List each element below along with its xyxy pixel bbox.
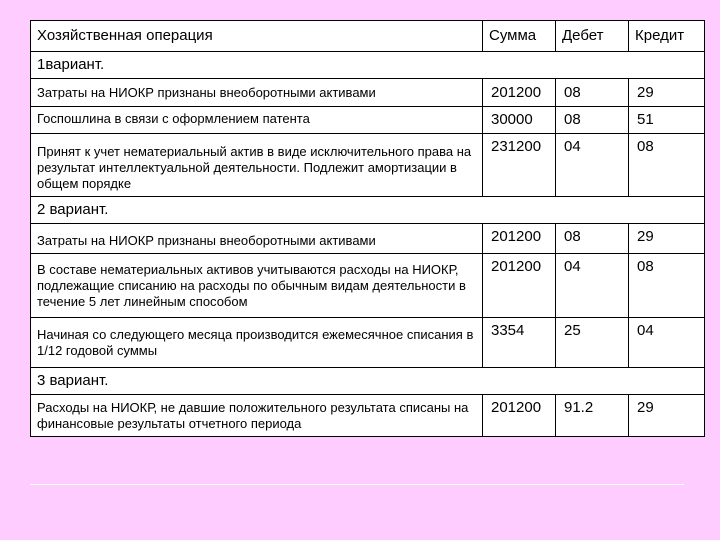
header-debit: Дебет xyxy=(556,21,629,52)
cell-operation: Расходы на НИОКР, не давшие положительного результата списаны на финансовые результаты отчетного периода xyxy=(31,395,483,437)
section-title: 3 вариант. xyxy=(31,368,705,395)
section-title: 1вариант. xyxy=(31,52,705,79)
table-row xyxy=(31,224,705,254)
section-row xyxy=(31,52,705,79)
cell-credit: 04 xyxy=(629,318,705,368)
section-row xyxy=(31,368,705,395)
header-credit: Кредит xyxy=(629,21,705,52)
cell-operation: Затраты на НИОКР признаны внеоборотными активами xyxy=(31,79,483,107)
table-header-row xyxy=(31,21,705,52)
header-operation: Хозяйственная операция xyxy=(31,21,483,52)
section-title: 2 вариант. xyxy=(31,197,705,224)
table-row xyxy=(31,107,705,134)
table-row xyxy=(31,79,705,107)
table-row xyxy=(31,395,705,437)
cell-credit: 29 xyxy=(629,395,705,437)
cell-debit: 08 xyxy=(556,79,629,107)
cell-debit: 08 xyxy=(556,107,629,134)
cell-credit: 29 xyxy=(629,224,705,254)
cell-amount: 201200 xyxy=(483,254,556,318)
cell-debit: 91.2 xyxy=(556,395,629,437)
cell-credit: 29 xyxy=(629,79,705,107)
table-row xyxy=(31,134,705,197)
cell-credit: 51 xyxy=(629,107,705,134)
cell-amount: 201200 xyxy=(483,395,556,437)
cell-operation: В составе нематериальных активов учитываются расходы на НИОКР, подлежащие списанию на расходы по обычным видам деятельности в течение 5 лет линейным способом xyxy=(31,254,483,318)
cell-operation: Принят к учет нематериальный актив в виде исключительного права на результат интеллектуальной деятельности. Подлежит амортизации в общем порядке xyxy=(31,134,483,197)
table-row xyxy=(31,254,705,318)
cell-amount: 30000 xyxy=(483,107,556,134)
cell-operation: Госпошлина в связи с оформлением патента xyxy=(31,107,483,134)
divider xyxy=(30,484,684,485)
section-row xyxy=(31,197,705,224)
cell-debit: 25 xyxy=(556,318,629,368)
cell-amount: 231200 xyxy=(483,134,556,197)
cell-credit: 08 xyxy=(629,134,705,197)
header-amount: Сумма xyxy=(483,21,556,52)
cell-debit: 04 xyxy=(556,134,629,197)
cell-debit: 04 xyxy=(556,254,629,318)
cell-amount: 3354 xyxy=(483,318,556,368)
cell-amount: 201200 xyxy=(483,79,556,107)
cell-operation: Начиная со следующего месяца производится ежемесячное списания в 1/12 годовой суммы xyxy=(31,318,483,368)
cell-credit: 08 xyxy=(629,254,705,318)
accounting-entries-table xyxy=(30,20,705,437)
cell-operation: Затраты на НИОКР признаны внеоборотными активами xyxy=(31,224,483,254)
cell-debit: 08 xyxy=(556,224,629,254)
table-row xyxy=(31,318,705,368)
cell-amount: 201200 xyxy=(483,224,556,254)
